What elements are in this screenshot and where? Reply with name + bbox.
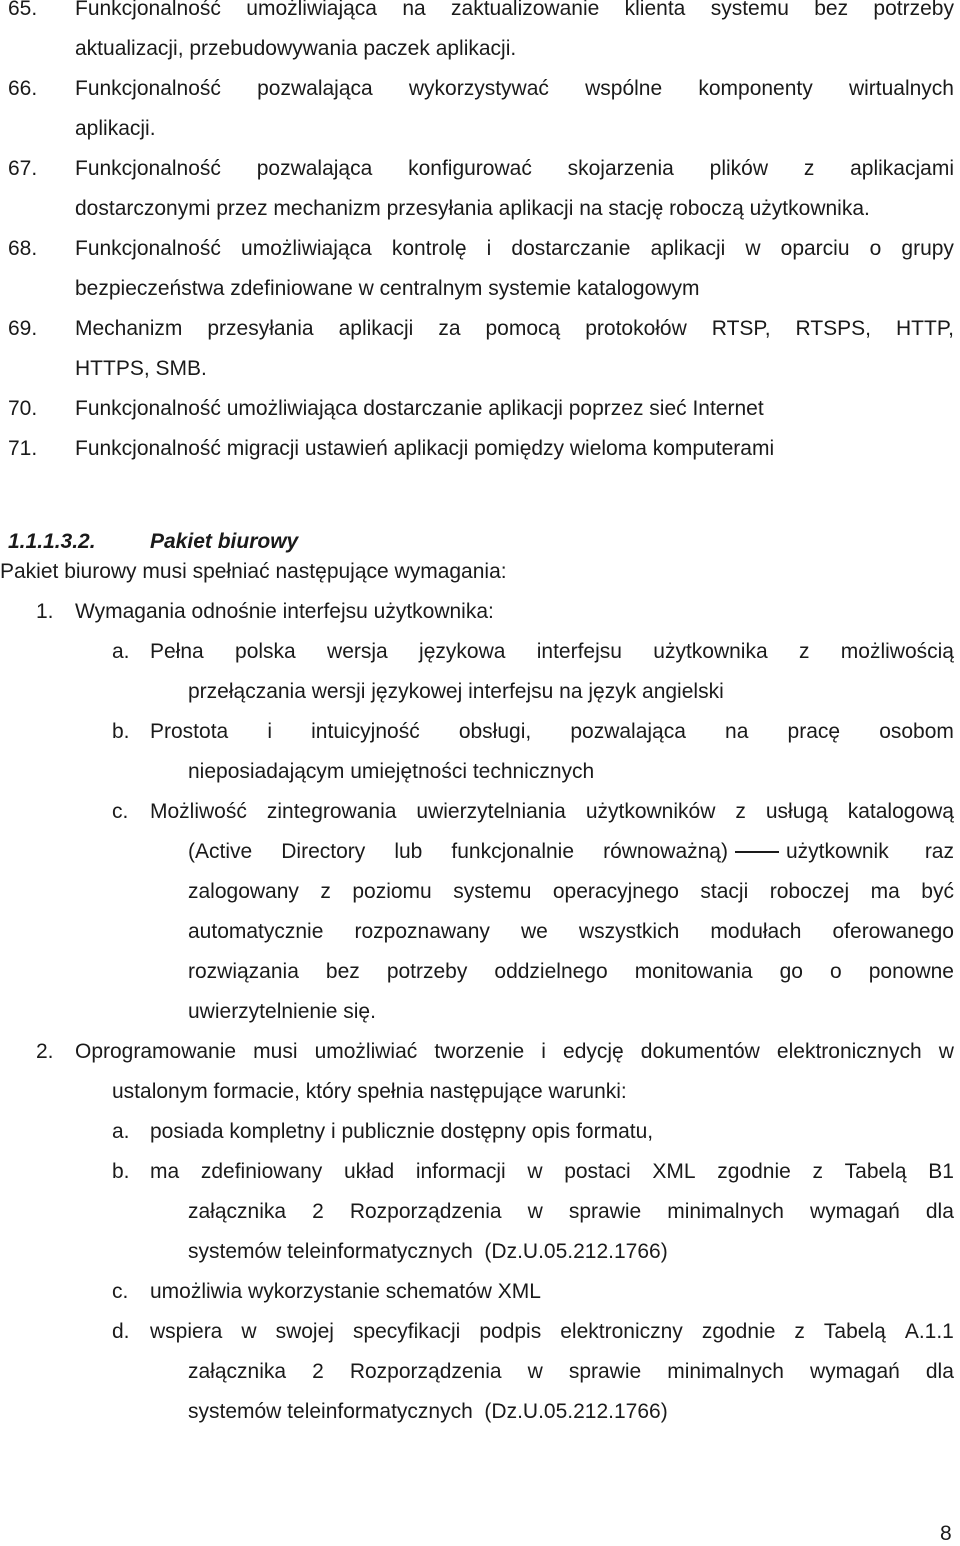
req-number: 2.	[36, 1040, 54, 1063]
dash-line-before	[188, 840, 728, 864]
word: aplikacji	[650, 237, 726, 260]
word: A.1.1	[904, 1320, 954, 1343]
word: umożliwiająca	[241, 237, 372, 260]
word: musi	[253, 1040, 298, 1063]
word: wymagań	[809, 1200, 900, 1223]
item-number: 68.	[8, 237, 38, 260]
word: intuicyjność	[311, 720, 420, 743]
word: pomocą	[485, 317, 561, 340]
sub-line-justified	[150, 640, 954, 664]
word: Tabelą	[844, 1160, 907, 1183]
req-line: ustalonym formacie, który spełnia następujące warunki:	[112, 1080, 627, 1103]
sub-line-justified	[188, 1200, 954, 1224]
item-line-justified	[75, 157, 954, 181]
dash-mark	[735, 851, 779, 853]
word: pozwalająca	[570, 720, 686, 743]
word: polska	[235, 640, 296, 663]
word: Funkcjonalność	[75, 157, 221, 180]
word: w	[241, 1320, 257, 1343]
word: dostarczanie	[511, 237, 631, 260]
word: HTTP,	[896, 317, 954, 340]
item-number: 70.	[8, 397, 38, 420]
word: zintegrowania	[266, 800, 397, 823]
sub-line: umożliwia wykorzystanie schematów XML	[150, 1280, 541, 1303]
sub-line-justified	[150, 1320, 954, 1344]
word: Mechanizm	[75, 317, 183, 340]
item-number: 66.	[8, 77, 38, 100]
item-line: dostarczonymi przez mechanizm przesyłania aplikacji na stację roboczą użytkownika.	[75, 197, 870, 220]
item-line: HTTPS, SMB.	[75, 357, 207, 380]
word: funkcjonalnie	[451, 840, 575, 863]
word: informacji	[415, 1160, 506, 1183]
sub-line: uwierzytelnienie się.	[188, 1000, 376, 1023]
page-number: 8	[940, 1522, 952, 1545]
word: wspólne	[585, 77, 663, 100]
word: językowa	[419, 640, 506, 663]
word: dokumentów	[640, 1040, 760, 1063]
req-line-justified	[75, 1040, 954, 1064]
word: katalogową	[847, 800, 954, 823]
word: XML	[652, 1160, 696, 1183]
word: ma	[870, 880, 900, 903]
word: grupy	[901, 237, 954, 260]
word: Directory	[281, 840, 366, 863]
word: z	[803, 157, 815, 180]
item-line-justified	[75, 237, 954, 261]
word: we	[520, 920, 548, 943]
word: osobom	[879, 720, 954, 743]
item-line: bezpieczeństwa zdefiniowane w centralnym systemie katalogowym	[75, 277, 700, 300]
word: umożliwiająca	[246, 0, 377, 20]
word: rozpoznawany	[354, 920, 490, 943]
sub-line: systemów teleinformatycznych (Dz.U.05.212.1766)	[188, 1400, 668, 1423]
word: z	[798, 640, 810, 663]
item-line-justified	[75, 0, 954, 21]
word: systemu	[453, 880, 532, 903]
word: systemu	[710, 0, 789, 20]
word: Pełna	[150, 640, 204, 663]
word: raz	[924, 840, 954, 863]
sub-letter: b.	[112, 720, 130, 743]
word: lub	[394, 840, 423, 863]
word: uwierzytelniania	[416, 800, 566, 823]
dash-line-after	[786, 840, 954, 864]
word: i	[267, 720, 273, 743]
word: B1	[928, 1160, 954, 1183]
word: w	[938, 1040, 954, 1063]
word: układ	[343, 1160, 395, 1183]
word: załącznika	[188, 1360, 287, 1383]
word: z	[735, 800, 746, 823]
section-title: Pakiet biurowy	[150, 530, 299, 553]
word: Możliwość	[150, 800, 247, 823]
word: zgodnie	[717, 1160, 791, 1183]
word: rozwiązania	[188, 960, 299, 983]
word: Funkcjonalność	[75, 0, 221, 20]
word: stacji	[700, 880, 749, 903]
word: oparciu	[780, 237, 850, 260]
req-text: Wymagania odnośnie interfejsu użytkownika:	[75, 600, 494, 623]
word: bez	[814, 0, 849, 20]
word: zaktualizowanie	[451, 0, 600, 20]
word: przesyłania	[207, 317, 314, 340]
word: edycję	[563, 1040, 624, 1063]
word: konfigurować	[408, 157, 532, 180]
word: Rozporządzenia	[349, 1360, 502, 1383]
word: komponenty	[698, 77, 813, 100]
word: na	[402, 0, 426, 20]
word: Rozporządzenia	[349, 1200, 502, 1223]
item-number: 71.	[8, 437, 38, 460]
word: ponowne	[868, 960, 954, 983]
word: zalogowany	[188, 880, 299, 903]
req-number: 1.	[36, 600, 54, 623]
word: potrzeby	[873, 0, 954, 20]
word: aplikacji	[338, 317, 414, 340]
word: Oprogramowanie	[75, 1040, 237, 1063]
sub-letter: d.	[112, 1320, 130, 1343]
word: 2	[312, 1200, 324, 1223]
word: wirtualnych	[848, 77, 954, 100]
item-line: Funkcjonalność migracji ustawień aplikacji pomiędzy wieloma komputerami	[75, 437, 775, 460]
word: kontrolę	[391, 237, 467, 260]
word: operacyjnego	[552, 880, 679, 903]
sub-line-justified	[188, 960, 954, 984]
word: być	[921, 880, 954, 903]
item-line-justified	[75, 77, 954, 101]
word: wszystkich	[578, 920, 680, 943]
sub-letter: b.	[112, 1160, 130, 1183]
word: pozwalająca	[257, 77, 373, 100]
word: 2	[312, 1360, 324, 1383]
word: specyfikacji	[352, 1320, 461, 1343]
sub-line-justified	[188, 1360, 954, 1384]
item-line: aktualizacji, przebudowywania paczek aplikacji.	[75, 37, 517, 60]
sub-line: nieposiadającym umiejętności technicznych	[188, 760, 595, 783]
word: elektroniczny	[560, 1320, 683, 1343]
word: wykorzystywać	[408, 77, 549, 100]
word: modułach	[710, 920, 802, 943]
word: zgodnie	[701, 1320, 776, 1343]
word: w	[527, 1160, 543, 1183]
sub-line: przełączania wersji językowej interfejsu na język angielski	[188, 680, 724, 703]
sub-line-justified	[150, 720, 954, 744]
word: zdefiniowany	[200, 1160, 323, 1183]
word: (Active	[188, 840, 253, 863]
word: monitowania	[634, 960, 753, 983]
word: za	[438, 317, 461, 340]
word: klienta	[624, 0, 686, 20]
word: roboczej	[769, 880, 850, 903]
word: użytkowników	[585, 800, 716, 823]
word: pozwalająca	[256, 157, 373, 180]
word: dla	[925, 1360, 954, 1383]
word: automatycznie	[188, 920, 324, 943]
word: wersja	[327, 640, 388, 663]
sub-line-justified	[188, 880, 954, 904]
word: dla	[925, 1200, 954, 1223]
word: wspiera	[150, 1320, 223, 1343]
word: go	[779, 960, 803, 983]
sub-line: systemów teleinformatycznych (Dz.U.05.212.1766)	[188, 1240, 668, 1263]
word: tworzenie	[434, 1040, 525, 1063]
word: usługą	[765, 800, 828, 823]
word: pracę	[787, 720, 841, 743]
word: i	[541, 1040, 546, 1063]
word: poziomu	[352, 880, 432, 903]
sub-line-justified	[150, 800, 954, 824]
word: potrzeby	[386, 960, 468, 983]
sub-letter: c.	[112, 1280, 129, 1303]
word: minimalnych	[667, 1360, 784, 1383]
word: użytkownika	[653, 640, 768, 663]
word: interfejsu	[536, 640, 622, 663]
word: ma	[150, 1160, 180, 1183]
word: wymagań	[809, 1360, 900, 1383]
word: i	[486, 237, 492, 260]
word: minimalnych	[667, 1200, 784, 1223]
word: załącznika	[188, 1200, 287, 1223]
word: w	[527, 1360, 543, 1383]
word: równoważną)	[603, 840, 728, 863]
word: Funkcjonalność	[75, 77, 221, 100]
word: protokołów	[585, 317, 687, 340]
sub-line: posiada kompletny i publicznie dostępny opis formatu,	[150, 1120, 654, 1143]
word: oddzielnego	[494, 960, 608, 983]
word: w	[527, 1200, 543, 1223]
section-intro: Pakiet biurowy musi spełniać następujące wymagania:	[0, 560, 507, 583]
sub-line-justified	[150, 1160, 954, 1184]
word: RTSPS,	[795, 317, 872, 340]
word: z	[794, 1320, 805, 1343]
word: z	[812, 1160, 823, 1183]
word: na	[725, 720, 749, 743]
word: RTSP,	[711, 317, 771, 340]
item-number: 69.	[8, 317, 38, 340]
item-line: aplikacji.	[75, 117, 156, 140]
item-number: 67.	[8, 157, 38, 180]
word: umożliwiać	[314, 1040, 418, 1063]
word: podpis	[479, 1320, 542, 1343]
word: oferowanego	[832, 920, 954, 943]
word: o	[830, 960, 842, 983]
word: sprawie	[568, 1360, 642, 1383]
word: Funkcjonalność	[75, 237, 221, 260]
word: skojarzenia	[567, 157, 674, 180]
em-dash	[728, 851, 786, 853]
word: z	[320, 880, 331, 903]
word: plików	[709, 157, 769, 180]
word: użytkownik	[786, 840, 889, 863]
item-line: Funkcjonalność umożliwiająca dostarczanie aplikacji poprzez sieć Internet	[75, 397, 764, 420]
word: Prostota	[150, 720, 229, 743]
word: sprawie	[568, 1200, 642, 1223]
word: bez	[325, 960, 360, 983]
word: o	[869, 237, 882, 260]
word: aplikacjami	[850, 157, 954, 180]
word: elektronicznych	[776, 1040, 922, 1063]
word: obsługi,	[458, 720, 532, 743]
word: swojej	[275, 1320, 334, 1343]
word: postaci	[564, 1160, 631, 1183]
sub-line-justified	[188, 920, 954, 944]
item-number: 65.	[8, 0, 38, 20]
sub-letter: c.	[112, 800, 129, 823]
section-number: 1.1.1.3.2.	[8, 530, 96, 553]
sub-letter: a.	[112, 640, 130, 663]
sub-line-with-dash	[188, 840, 954, 864]
item-line-justified	[75, 317, 954, 341]
word: w	[745, 237, 761, 260]
sub-letter: a.	[112, 1120, 130, 1143]
word: możliwością	[840, 640, 954, 663]
word: Tabelą	[823, 1320, 886, 1343]
